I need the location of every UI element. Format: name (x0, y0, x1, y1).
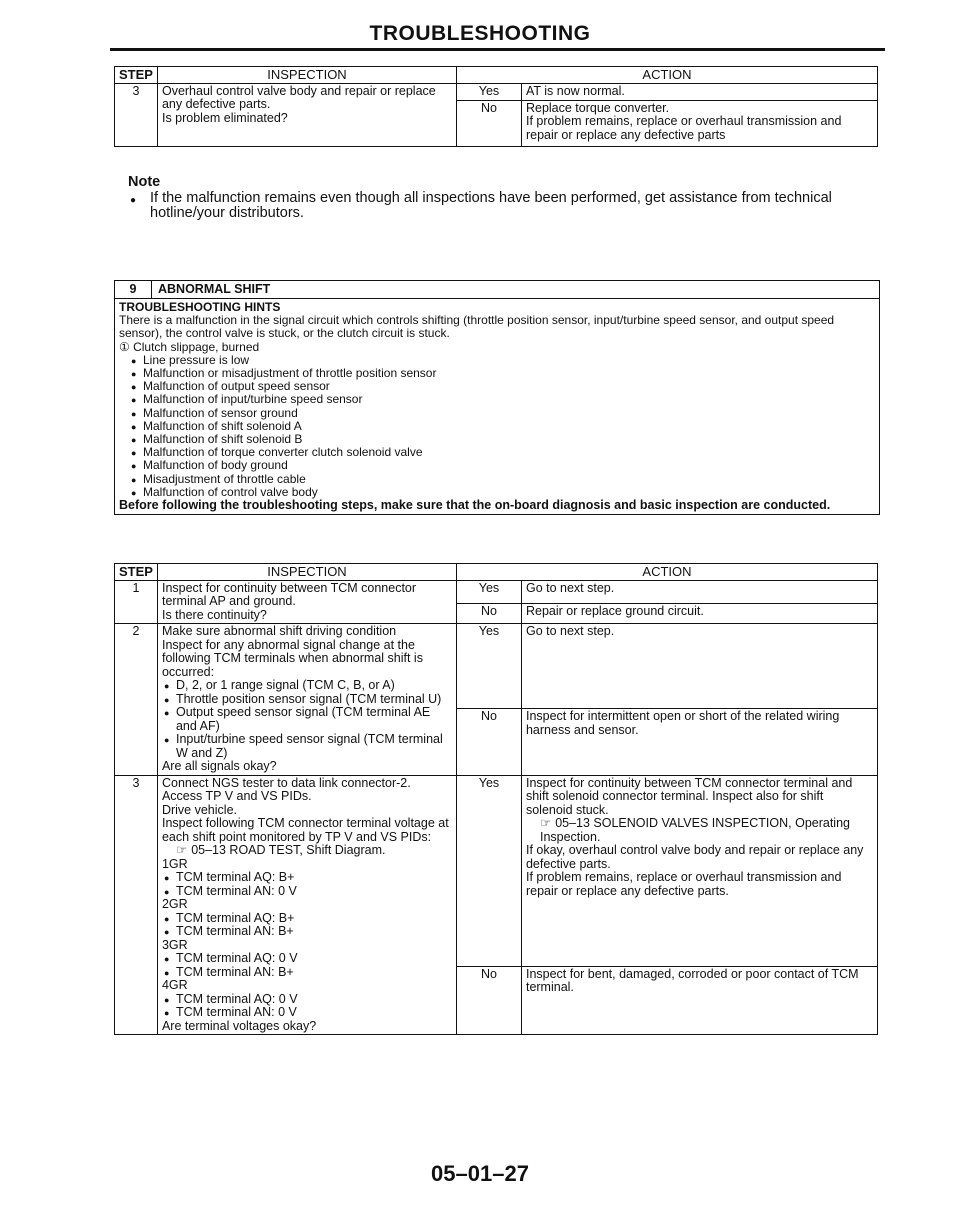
inspection-text: Make sure abnormal shift driving condition (161, 624, 397, 638)
list-item: ● Malfunction of sensor ground (143, 407, 875, 420)
page-number: 05–01–27 (431, 1161, 529, 1186)
gear-label: 2GR (161, 897, 188, 911)
list-item: ● D, 2, or 1 range signal (TCM C, B, or A) (176, 679, 452, 693)
inspection-cell (157, 624, 456, 776)
list-item: ● Throttle position sensor signal (TCM terminal U) (176, 693, 452, 707)
list-item: ● Malfunction of input/turbine speed sensor (143, 393, 875, 406)
inspection-question: Are all signals okay? (161, 759, 277, 773)
list-item: ● Malfunction of output speed sensor (143, 380, 875, 393)
yes-action: Go to next step. (521, 580, 877, 603)
no-label: No (456, 603, 521, 624)
list-item: ● Malfunction of body ground (143, 459, 875, 472)
no-label: No (456, 709, 521, 776)
hints-heading: TROUBLESHOOTING HINTS (119, 300, 281, 314)
list-item: ● TCM terminal AQ: 0 V (176, 993, 452, 1007)
action-text: If problem remains, replace or overhaul transmission and repair or replace any defective parts. (525, 870, 842, 898)
no-action-line: If problem remains, replace or overhaul transmission and repair or replace any defective parts (525, 114, 842, 142)
abnormal-shift-table (114, 563, 878, 1035)
step-number: 2 (115, 624, 158, 776)
note-heading: Note (128, 174, 161, 190)
inspection-cell (157, 83, 456, 146)
note-block (128, 175, 858, 222)
voltage-list (162, 952, 452, 979)
yes-label: Yes (456, 83, 521, 100)
inspection-question: Are terminal voltages okay? (161, 1018, 317, 1033)
list-item: ● Malfunction of shift solenoid A (143, 420, 875, 433)
section-header (115, 281, 879, 299)
list-item: ● Misadjustment of throttle cable (143, 473, 875, 486)
title-rule (110, 48, 885, 51)
cause-list (119, 354, 875, 499)
inspection-text: Connect NGS tester to data link connector-2. (161, 775, 411, 790)
voltage-list (162, 912, 452, 939)
section-body (115, 299, 879, 514)
no-label: No (456, 966, 521, 1035)
step-number: 3 (115, 775, 158, 1035)
list-item: ● TCM terminal AN: B+ (176, 925, 452, 939)
step-header: STEP (115, 564, 158, 581)
inspection-question: Is problem eliminated? (161, 110, 288, 125)
list-item: ● Malfunction or misadjustment of throttle position sensor (143, 367, 875, 380)
list-item: ● Output speed sensor signal (TCM terminal AE and AF) (176, 706, 452, 733)
no-action: Inspect for intermittent open or short of the related wiring harness and sensor. (521, 709, 877, 776)
yes-label: Yes (456, 624, 521, 709)
signal-list (162, 679, 452, 760)
no-label: No (456, 100, 521, 146)
yes-label: Yes (456, 580, 521, 603)
list-item: ● Input/turbine speed sensor signal (TCM terminal W and Z) (176, 733, 452, 760)
page-title: TROUBLESHOOTING (369, 22, 591, 45)
table-row (115, 580, 878, 603)
hints-text: There is a malfunction in the signal circuit which controls shifting (throttle position sensor, input/turbine speed sensor, and output speed sensor), the control valve is stuck, or the clutch circuit is stuck. (119, 313, 835, 341)
yes-action: AT is now normal. (521, 83, 877, 100)
list-item: ● Malfunction of shift solenoid B (143, 433, 875, 446)
table-row (115, 775, 878, 966)
list-item: ● TCM terminal AQ: B+ (176, 871, 452, 885)
inspection-text: Inspect for continuity between TCM connector terminal AP and ground. (161, 580, 417, 608)
list-item: ● TCM terminal AN: 0 V (176, 1006, 452, 1020)
step3-table (114, 66, 878, 147)
section-number: 9 (115, 281, 152, 298)
no-action: Inspect for bent, damaged, corroded or poor contact of TCM terminal. (521, 966, 877, 1035)
voltage-list (162, 871, 452, 898)
action-text: If okay, overhaul control valve body and repair or replace any defective parts. (525, 843, 864, 871)
inspection-header: INSPECTION (157, 67, 456, 84)
inspection-text: Access TP V and VS PIDs. (161, 789, 312, 803)
yes-action: Go to next step. (521, 624, 877, 709)
inspection-header: INSPECTION (157, 564, 456, 581)
inspection-cell (157, 775, 456, 1035)
table-row (115, 83, 878, 100)
action-header: ACTION (456, 67, 877, 84)
reference-link[interactable]: ☞ 05–13 ROAD TEST, Shift Diagram. (162, 844, 452, 858)
section-title: ABNORMAL SHIFT (158, 282, 271, 296)
list-item: ● Malfunction of control valve body (143, 486, 875, 499)
gear-label: 1GR (161, 856, 188, 871)
list-item: ● TCM terminal AN: 0 V (176, 885, 452, 899)
cause-heading: ① Clutch slippage, burned (119, 339, 260, 354)
inspection-text: Inspect for any abnormal signal change at the following TCM terminals when abnormal shift is occurred: (161, 637, 423, 679)
list-item: ● Malfunction of torque converter clutch solenoid valve (143, 446, 875, 459)
table-header-row (115, 564, 878, 581)
no-action: Repair or replace ground circuit. (521, 603, 877, 624)
gear-label: 3GR (161, 937, 188, 952)
reference-link[interactable]: ☞ 05–13 SOLENOID VALVES INSPECTION, Operating Inspection. (526, 817, 873, 844)
action-text: Inspect for continuity between TCM connector terminal and shift solenoid connector terminal. Inspect also for shift solenoid stuck. (525, 775, 853, 817)
voltage-list (162, 993, 452, 1020)
inspection-text: Drive vehicle. (161, 802, 237, 817)
note-text: ● If the malfunction remains even though all inspections have been performed, get assistance from technical hotline/your distributors. (150, 191, 858, 222)
action-header: ACTION (456, 564, 877, 581)
step-number: 1 (115, 580, 158, 624)
section-abnormal-shift (114, 280, 880, 515)
gear-label: 4GR (161, 978, 188, 992)
yes-label: Yes (456, 775, 521, 966)
step-header: STEP (115, 67, 158, 84)
inspection-question: Is there continuity? (161, 607, 267, 622)
table-header-row (115, 67, 878, 84)
list-item: ● TCM terminal AQ: 0 V (176, 952, 452, 966)
table-row (115, 624, 878, 709)
inspection-text: Overhaul control valve body and repair or replace any defective parts. (161, 83, 436, 111)
no-action (521, 100, 877, 146)
no-action-line: Replace torque converter. (525, 100, 670, 115)
before-steps-text: Before following the troubleshooting steps, make sure that the on-board diagnosis and basic inspection are conducted. (119, 498, 831, 513)
step-number: 3 (115, 83, 158, 146)
list-item: ● Line pressure is low (143, 354, 875, 367)
inspection-text: Inspect following TCM connector terminal voltage at each shift point monitored by TP V and VS PIDs: (161, 816, 449, 844)
list-item: ● TCM terminal AQ: B+ (176, 912, 452, 926)
list-item: ● TCM terminal AN: B+ (176, 966, 452, 980)
inspection-cell (157, 580, 456, 624)
yes-action (521, 775, 877, 966)
